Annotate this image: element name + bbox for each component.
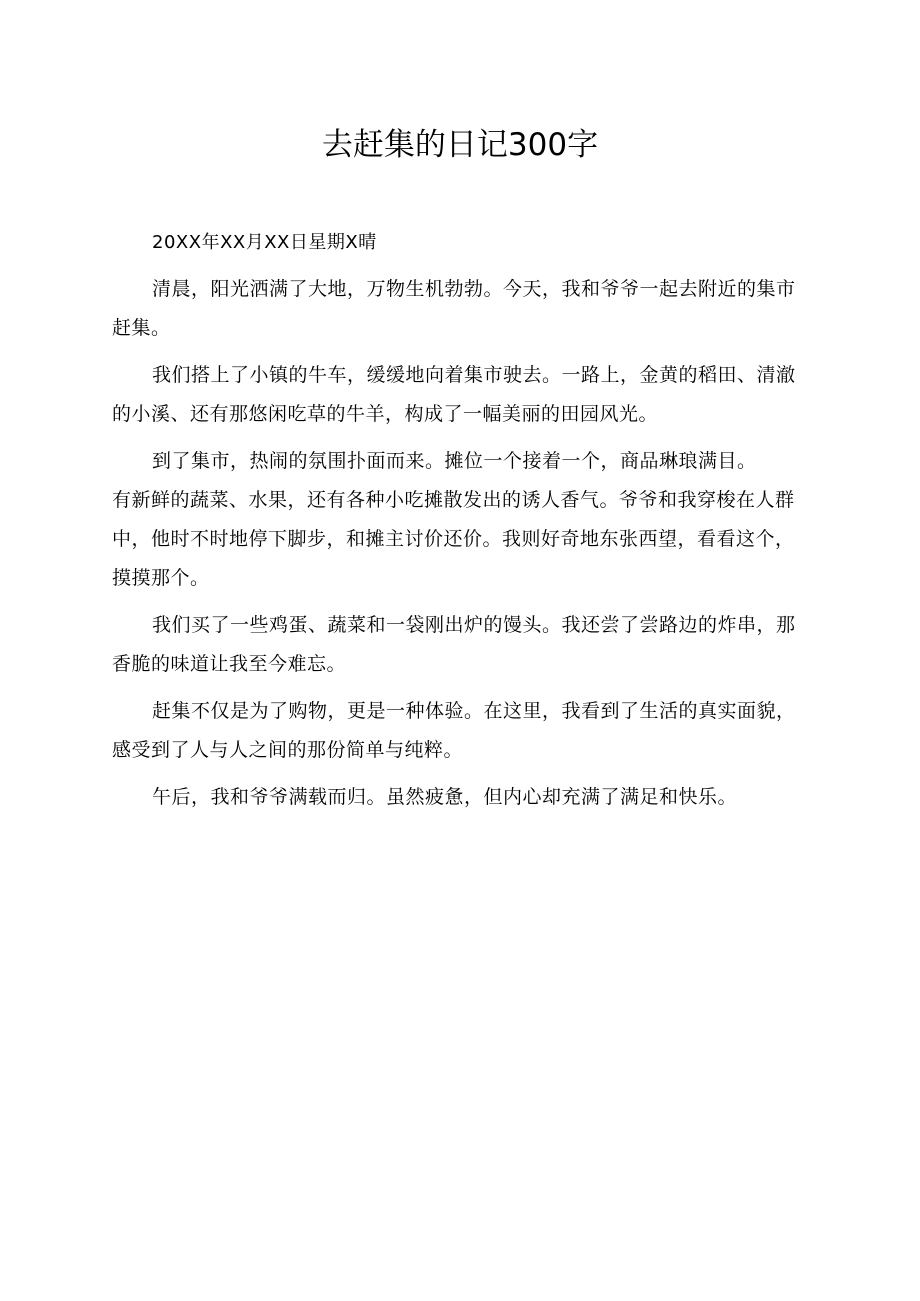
paragraph-line: 的小溪、还有那悠闲吃草的牛羊，构成了一幅美丽的田园风光。 <box>112 403 659 425</box>
paragraph-line: 香脆的味道让我至今难忘。 <box>112 653 347 675</box>
paragraph-3 <box>112 442 818 598</box>
paragraph-line: 有新鲜的蔬菜、水果，还有各种小吃摊散发出的诱人香气。爷爷和我穿梭在人群 <box>112 489 795 511</box>
paragraph-line: 感受到了人与人之间的那份简单与纯粹。 <box>112 739 464 761</box>
paragraph-line: 我们买了一些鸡蛋、蔬菜和一袋刚出炉的馒头。我还尝了尝路边的炸串，那 <box>152 614 796 636</box>
paragraph-1 <box>112 270 818 348</box>
paragraph-line: 赶集。 <box>112 317 171 339</box>
paragraph-line: 我们搭上了小镇的牛车，缓缓地向着集市驶去。一路上，金黄的稻田、清澈 <box>152 364 796 386</box>
paragraph-5 <box>112 692 818 770</box>
paragraph-line: 到了集市，热闹的氛围扑面而来。摊位一个接着一个，商品琳琅满目。 <box>152 450 757 472</box>
page-title: 去赶集的日记300字 <box>321 127 599 163</box>
date-weather-line: 20XX年XX月XX日星期X晴 <box>152 232 377 253</box>
paragraph-line: 午后，我和爷爷满载而归。虽然疲惫，但内心却充满了满足和快乐。 <box>152 786 738 808</box>
paragraph-line: 中，他时不时地停下脚步，和摊主讨价还价。我则好奇地东张西望，看看这个， <box>112 528 795 550</box>
paragraph-line: 摸摸那个。 <box>112 567 210 589</box>
paragraph-2 <box>112 356 818 434</box>
paragraph-6 <box>112 778 818 817</box>
paragraph-line: 清晨，阳光洒满了大地，万物生机勃勃。今天，我和爷爷一起去附近的集市 <box>152 278 796 300</box>
paragraph-4 <box>112 606 818 684</box>
paragraph-line: 赶集不仅是为了购物，更是一种体验。在这里，我看到了生活的真实面貌， <box>152 700 796 722</box>
diary-body <box>112 223 818 817</box>
